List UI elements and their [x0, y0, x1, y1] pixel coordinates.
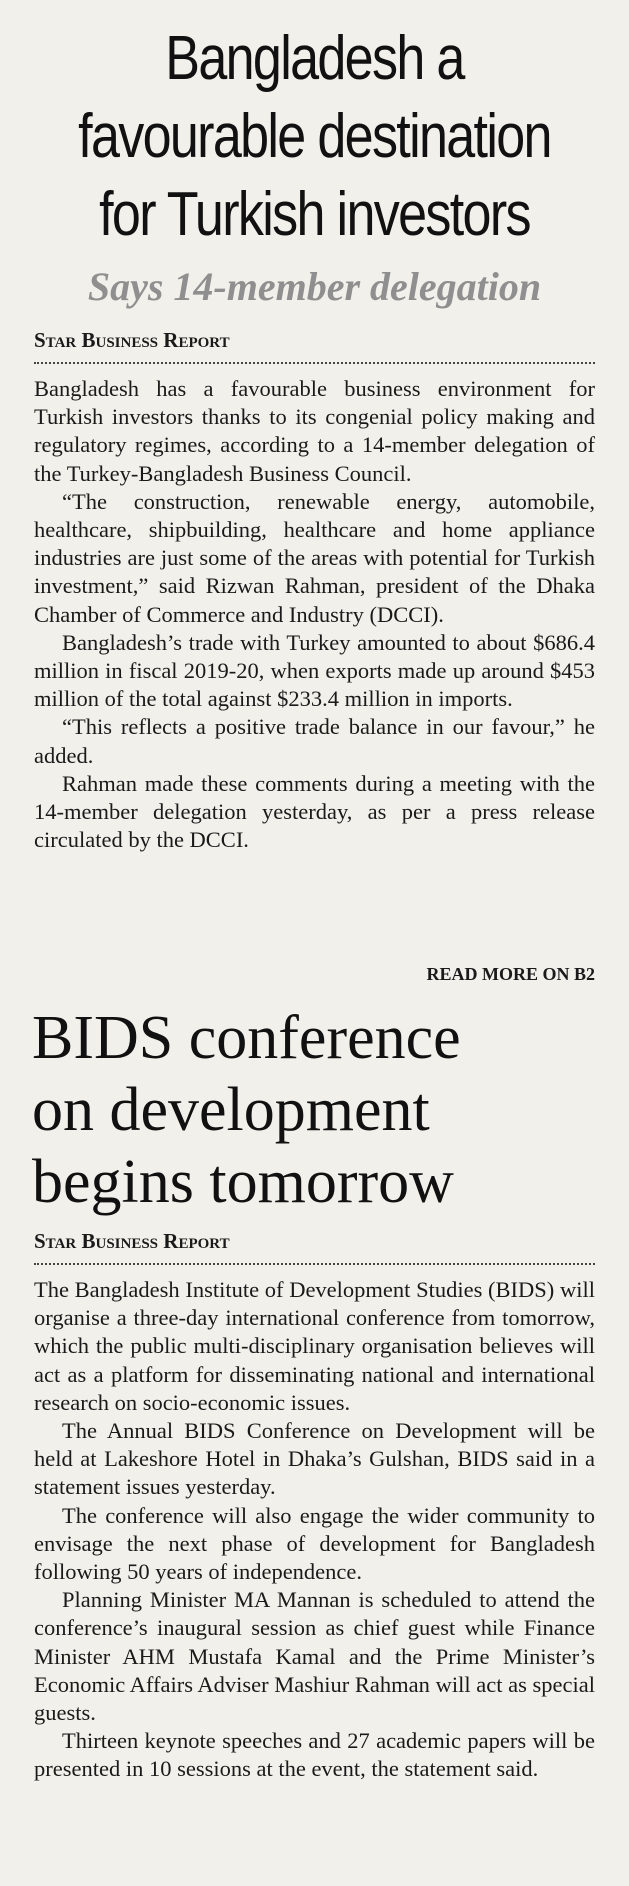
article1-paragraph: “This reflects a positive trade balance in our favour,” he added.	[34, 714, 595, 768]
article2-paragraph: Planning Minister MA Mannan is scheduled to attend the conference’s inaugural session as chief guest while Finance Minister AHM Mustafa Kamal and the Prime Minister’s Economic Affairs Adviser Mashiur Rahman will act as special guests.	[34, 1587, 595, 1726]
article1-body	[34, 375, 595, 854]
article2-headline-line: begins tomorrow	[32, 1148, 454, 1216]
article2-paragraph: The conference will also engage the wider community to envisage the next phase of development for Bangladesh following 50 years of independence.	[34, 1502, 595, 1585]
article1-subhead: Says 14-member delegation	[87, 264, 542, 309]
article2-paragraph: Thirteen keynote speeches and 27 academic papers will be presented in 10 sessions at the event, the statement said.	[34, 1728, 595, 1782]
article1-byline-divider	[34, 362, 595, 364]
article1-byline: Star Business Report	[34, 328, 230, 352]
article1-paragraph: Rahman made these comments during a meeting with the 14-member delegation yesterday, as per a press release circulated by the DCCI.	[34, 770, 595, 853]
article2-paragraph: The Bangladesh Institute of Development Studies (BIDS) will organise a three-day international conference from tomorrow, which the public multi-disciplinary organisation believes will act as a platform for disseminating national and international research on socio-economic issues.	[34, 1277, 595, 1415]
article1-paragraph: Bangladesh’s trade with Turkey amounted to about $686.4 million in fiscal 2019-20, when exports made up around $453 million of the total against $233.4 million in imports.	[34, 629, 595, 712]
article1-headline-line: for Turkish investors	[99, 180, 530, 249]
article2-paragraph: The Annual BIDS Conference on Development will be held at Lakeshore Hotel in Dhaka’s Gulshan, BIDS said in a statement issues yesterday.	[34, 1418, 595, 1500]
article1-paragraph: “The construction, renewable energy, automobile, healthcare, shipbuilding, healthcare and home appliance industries are just some of the areas with potential for Turkish investment,” said Rizwan Rahman, president of the Dhaka Chamber of Commerce and Industry (DCCI).	[34, 488, 595, 627]
article2-headline-line: BIDS conference	[32, 1004, 461, 1072]
article2-body	[34, 1276, 595, 1784]
article1-paragraph: Bangladesh has a favourable business environment for Turkish investors thanks to its congenial policy making and regulatory regimes, according to a 14-member delegation of the Turkey-Bangladesh Business Council.	[34, 376, 595, 486]
article1-headline-line: Bangladesh a	[165, 24, 464, 93]
article2-headline	[32, 1002, 612, 1218]
article1-headline-line: favourable destination	[78, 102, 551, 171]
article1-headline	[50, 20, 578, 254]
article2-headline-line: on development	[32, 1076, 430, 1144]
read-more-link[interactable]: READ MORE ON B2	[426, 964, 595, 984]
article2-byline-divider	[34, 1263, 595, 1265]
article2-byline: Star Business Report	[34, 1229, 230, 1253]
